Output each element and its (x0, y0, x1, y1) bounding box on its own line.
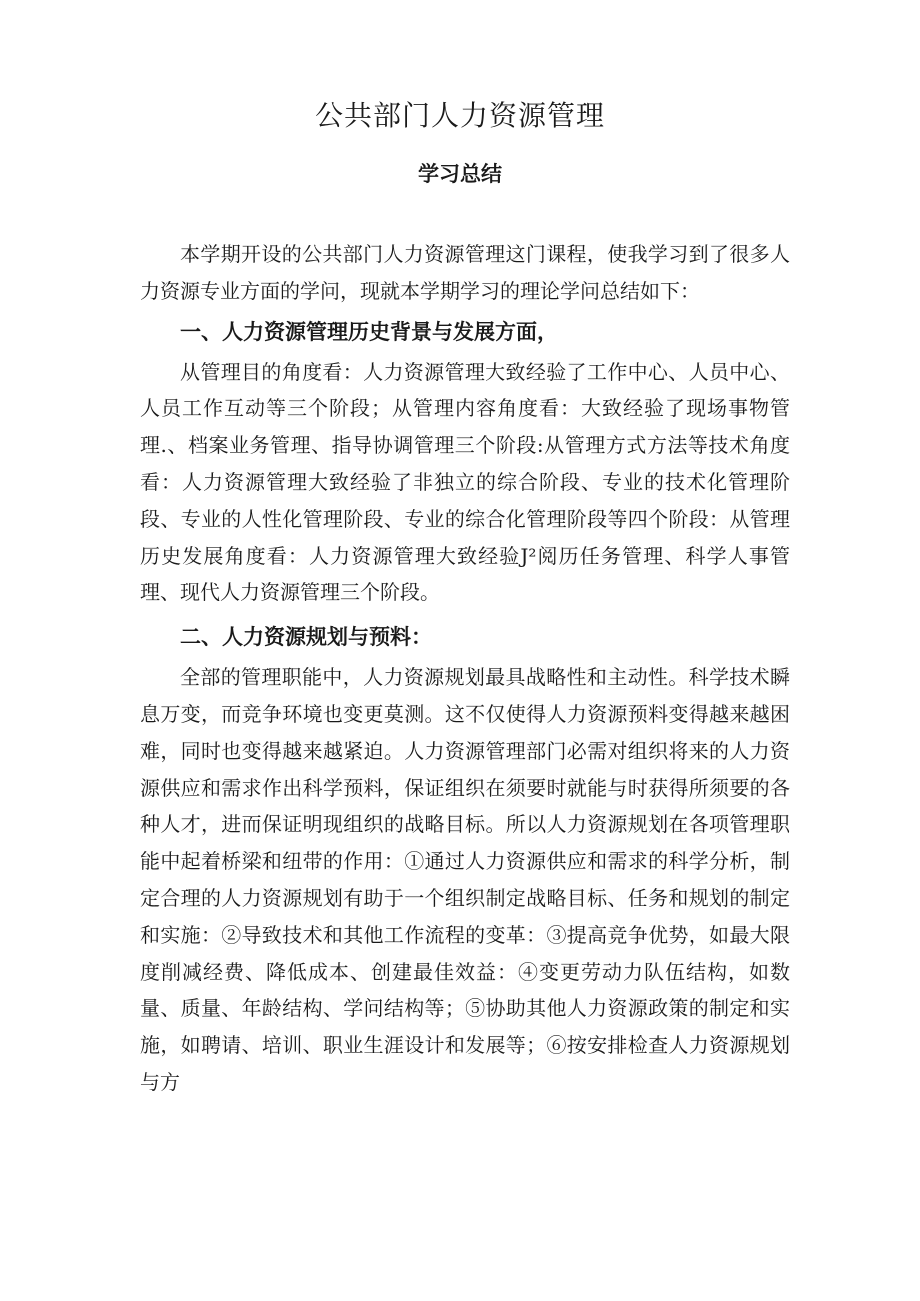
section-2-paragraph: 全部的管理职能中，人力资源规划最具战略性和主动性。科学技术瞬息万变，而竞争环境也变更莫测。这不仅使得人力资源预料变得越来越困难，同时也变得越来越紧迫。人力资源管理部门必需对组织将来的人力资源供应和需求作出科学预料，保证组织在须要时就能与时获得所须要的各种人才，进而保证明现组织的战略目标。所以人力资源规划在各项管理职能中起着桥梁和纽带的作用：①通过人力资源供应和需求的科学分析，制定合理的人力资源规划有助于一个组织制定战略目标、任务和规划的制定和实施：②导致技术和其他工作流程的变革：③提高竞争优势，如最大限度削减经费、降低成本、创建最佳效益：④变更劳动力队伍结构，如数量、质量、年龄结构、学问结构等；⑤协助其他人力资源政策的制定和实施，如聘请、培训、职业生涯设计和发展等；⑥按安排检查人力资源规划与方 (140, 665, 790, 1094)
section-2-heading: 二、人力资源规划与预料： (180, 625, 432, 650)
section-1-heading: 一、人力资源管理历史背景与发展方面， (180, 319, 558, 344)
intro-paragraph: 本学期开设的公共部门人力资源管理这门课程，使我学习到了很多人力资源专业方面的学问，现就本学期学习的理论学问总结如下： (140, 242, 790, 303)
document-title: 公共部门人力资源管理 (314, 99, 605, 132)
document-subtitle: 学习总结 (418, 162, 502, 186)
section-1-paragraph: 从管理目的角度看：人力资源管理大致经验了工作中心、人员中心、人员工作互动等三个阶段；从管理内容角度看：大致经验了现场事物管理.、档案业务管理、指导协调管理三个阶段:从管理方式方法等技术角度看：人力资源管理大致经验了非独立的综合阶段、专业的技术化管理阶段、专业的人性化管理阶段、专业的综合化管理阶段等四个阶段：从管理历史发展角度看：人力资源管理大致经验J²阅历任务管理、科学人事管理、现代人力资源管理三个阶段。 (140, 359, 790, 605)
document-body (140, 236, 790, 1101)
